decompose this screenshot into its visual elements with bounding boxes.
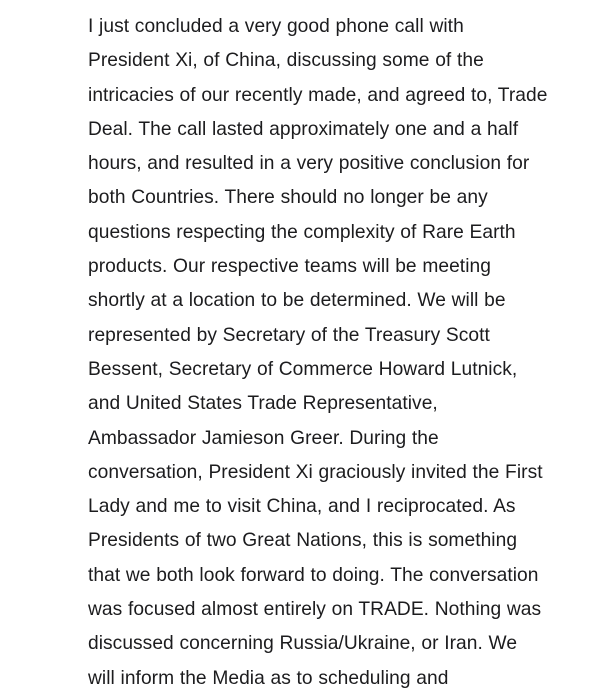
post-body-text: I just concluded a very good phone call with President Xi, of China, discussing some of the intricacies of our recently made, and agreed to, Trade Deal. The call lasted approximately one and a half hours, and resulted in a very positive conclusion for both Countries. There should no longer be any questions respecting the complexity of Rare Earth products. Our respective teams will be meeting shortly at a location to be determined. We will be represented by Secretary of the Treasury Scott Bessent, Secretary of Commerce Howard Lutnick, and United States Trade Representative, Ambassador Jamieson Greer. During the conversation, President Xi graciously invited the First Lady and me to visit China, and I reciprocated. As Presidents of two Great Nations, this is something that we both look forward to doing. The conversation was focused almost entirely on TRADE. Nothing was discussed concerning Russia/Ukraine, or Iran. We will inform the Media as to scheduling and <box>88 16 554 689</box>
